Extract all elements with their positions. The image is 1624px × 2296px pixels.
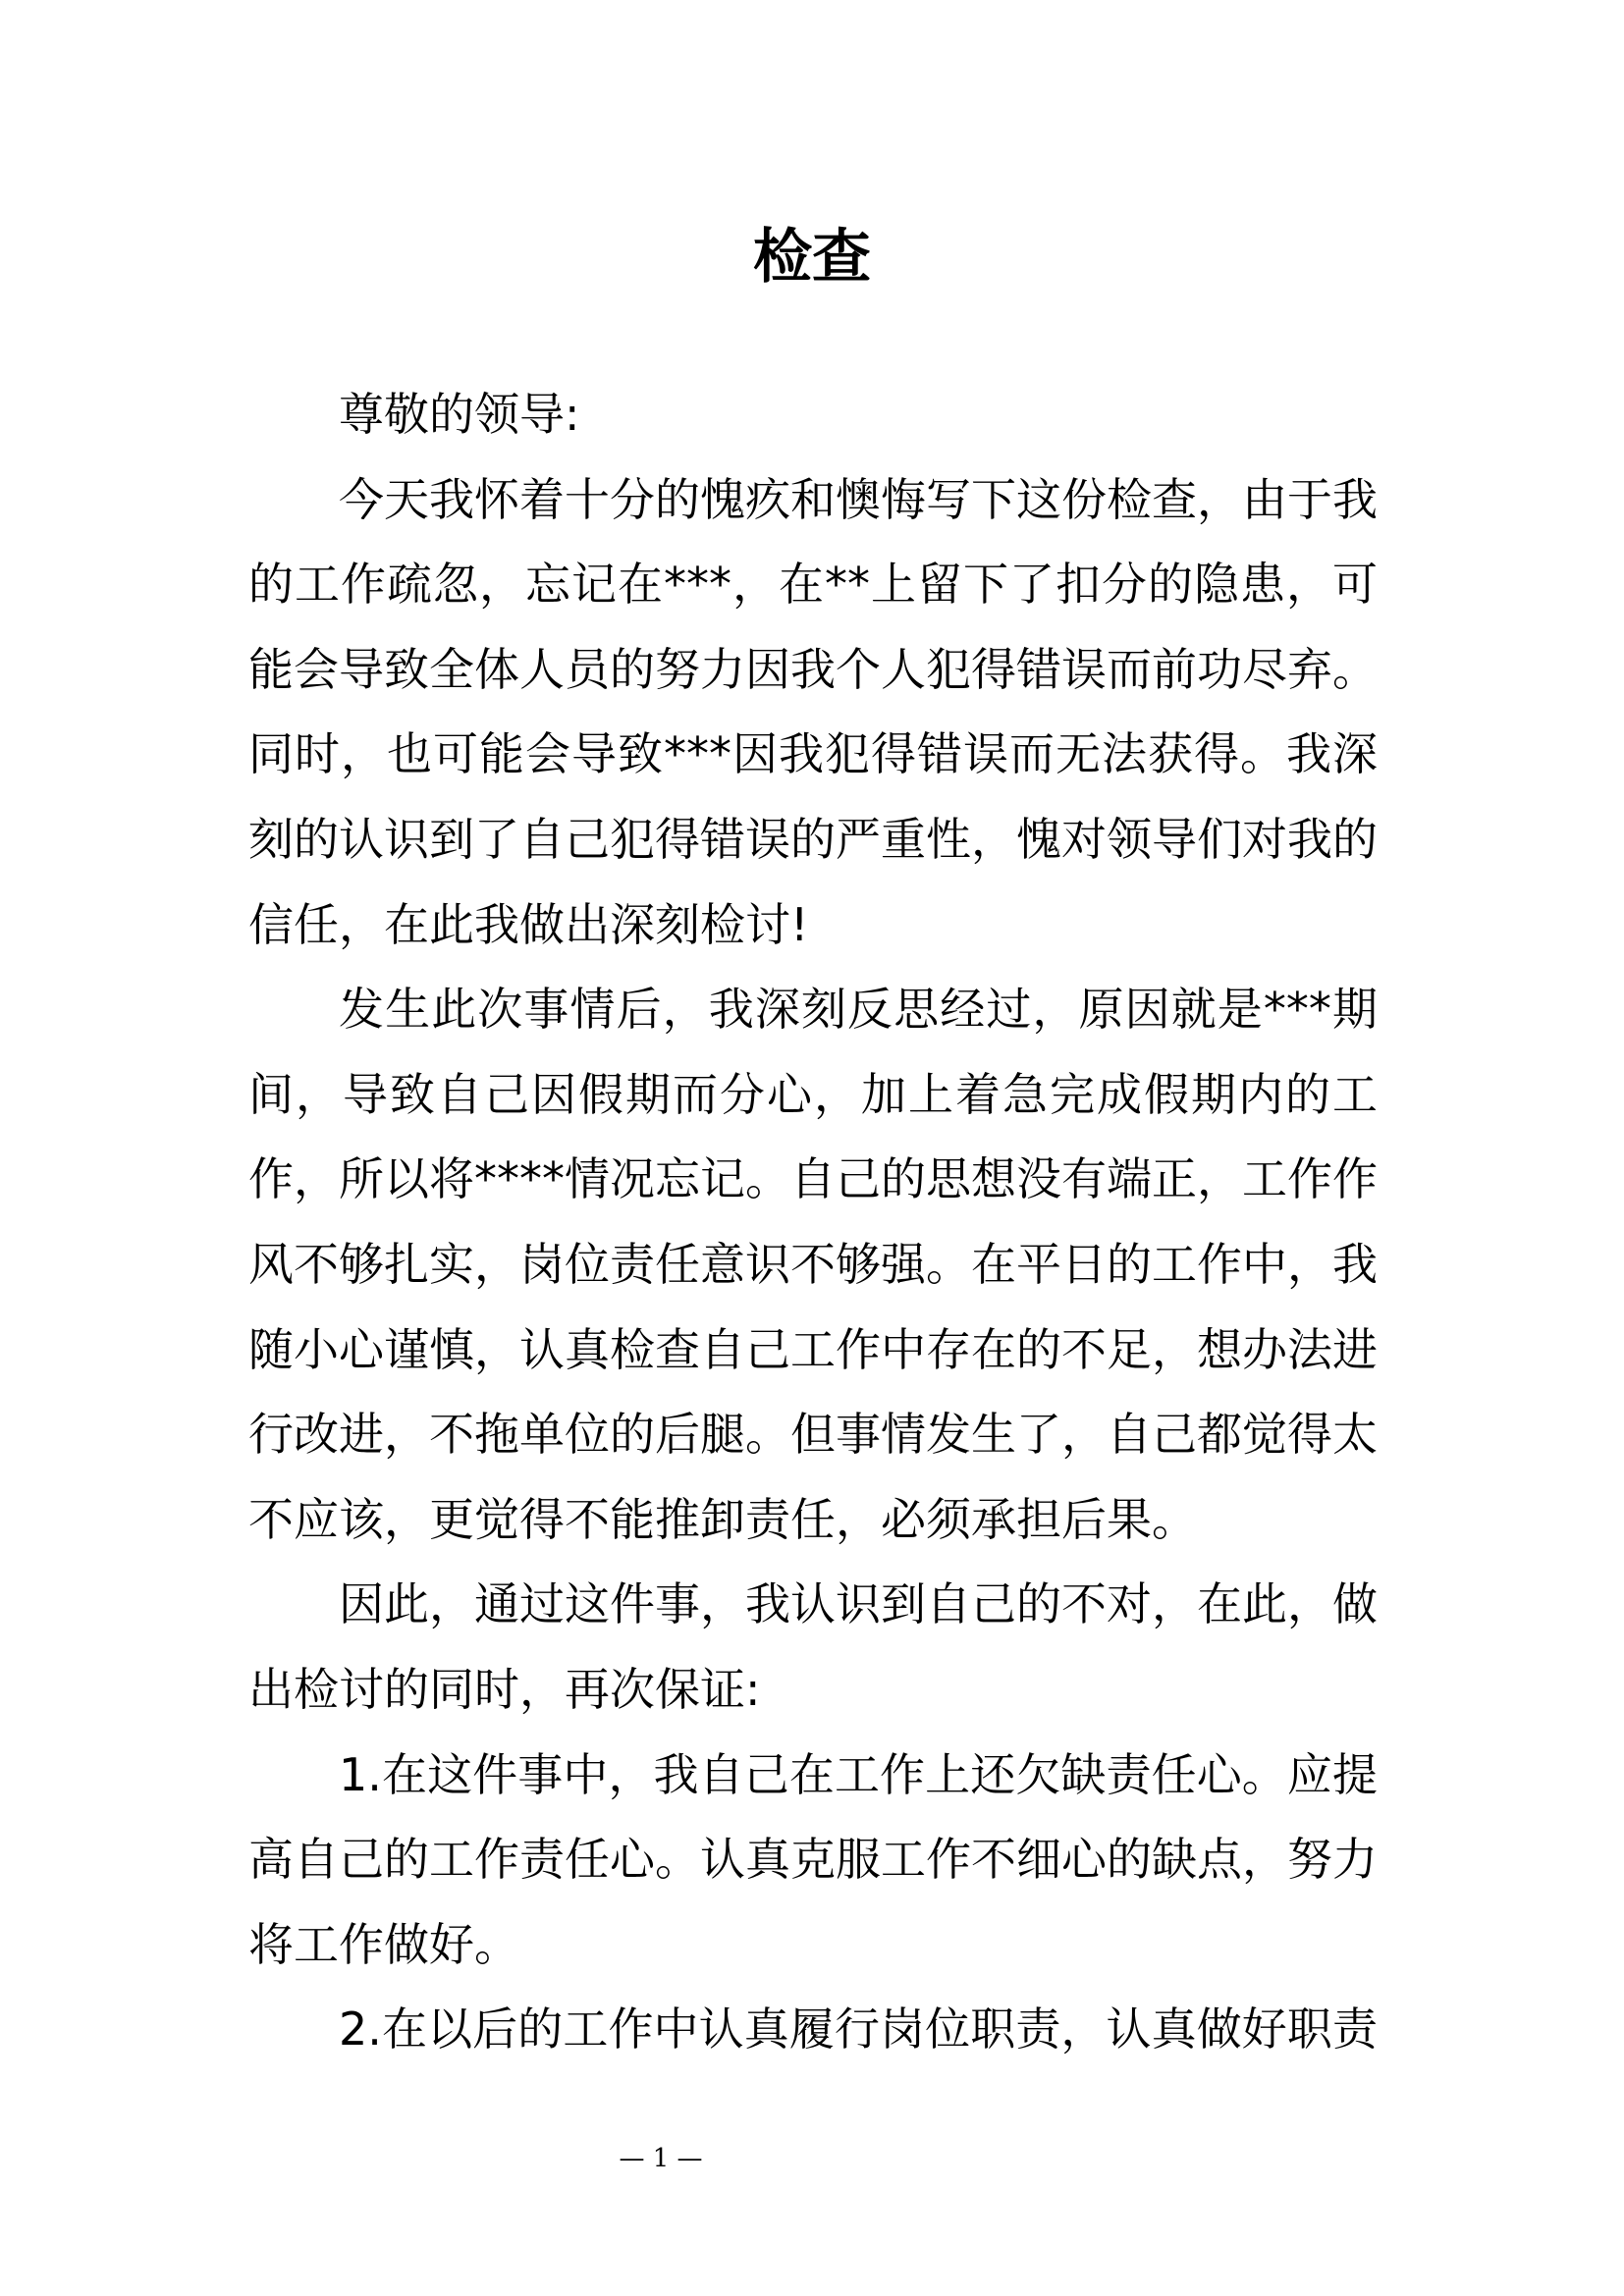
paragraph-line: 风不够扎实，岗位责任意识不够强。在平日的工作中，我 <box>248 1237 1378 1291</box>
document-body <box>248 372 1378 2072</box>
paragraph-guarantee <box>248 1562 1378 1732</box>
list-item-2 <box>248 1987 1378 2072</box>
greeting-line: 尊敬的领导: <box>339 388 580 441</box>
paragraph-line: 间，导致自己因假期而分心，加上着急完成假期内的工 <box>248 1067 1378 1121</box>
paragraph-line: 1.在这件事中，我自己在工作上还欠缺责任心。应提 <box>339 1747 1378 1801</box>
paragraph-line: 行改进，不拖单位的后腿。但事情发生了，自己都觉得太 <box>248 1408 1378 1462</box>
paragraph-line: 作，所以将****情况忘记。自己的思想没有端正，工作作 <box>248 1152 1378 1206</box>
list-item-1 <box>248 1733 1378 1988</box>
document-title: 检查 <box>753 223 871 292</box>
paragraph-line: 同时，也可能会导致***因我犯得错误而无法获得。我深 <box>248 727 1378 781</box>
paragraph-line: 将工作做好。 <box>248 1917 519 1971</box>
paragraph-line: 今天我怀着十分的愧疚和懊悔写下这份检查，由于我 <box>339 472 1378 526</box>
paragraph-line: 发生此次事情后，我深刻反思经过，原因就是***期 <box>339 983 1378 1037</box>
page-number: — 1 — <box>619 2144 703 2173</box>
paragraph-line: 高自己的工作责任心。认真克服工作不细心的缺点，努力 <box>248 1833 1378 1887</box>
paragraph-line: 2.在以后的工作中认真履行岗位职责，认真做好职责 <box>339 2002 1378 2056</box>
paragraph-reflection <box>248 967 1378 1562</box>
paragraph-line: 信任，在此我做出深刻检讨! <box>248 897 809 951</box>
paragraph-line: 刻的认识到了自己犯得错误的严重性，愧对领导们对我的 <box>248 812 1378 866</box>
paragraph-line: 随小心谨慎，认真检查自己工作中存在的不足，想办法进 <box>248 1322 1378 1376</box>
paragraph-line: 因此，通过这件事，我认识到自己的不对，在此，做 <box>339 1577 1378 1631</box>
paragraph-apology <box>248 457 1378 968</box>
paragraph-line: 出检讨的同时，再次保证: <box>248 1662 761 1716</box>
paragraph-line: 能会导致全体人员的努力因我个人犯得错误而前功尽弃。 <box>248 642 1378 696</box>
paragraph-line: 不应该，更觉得不能推卸责任，必须承担后果。 <box>248 1492 1197 1546</box>
paragraph-line: 的工作疏忽，忘记在***，在**上留下了扣分的隐患，可 <box>248 558 1378 612</box>
